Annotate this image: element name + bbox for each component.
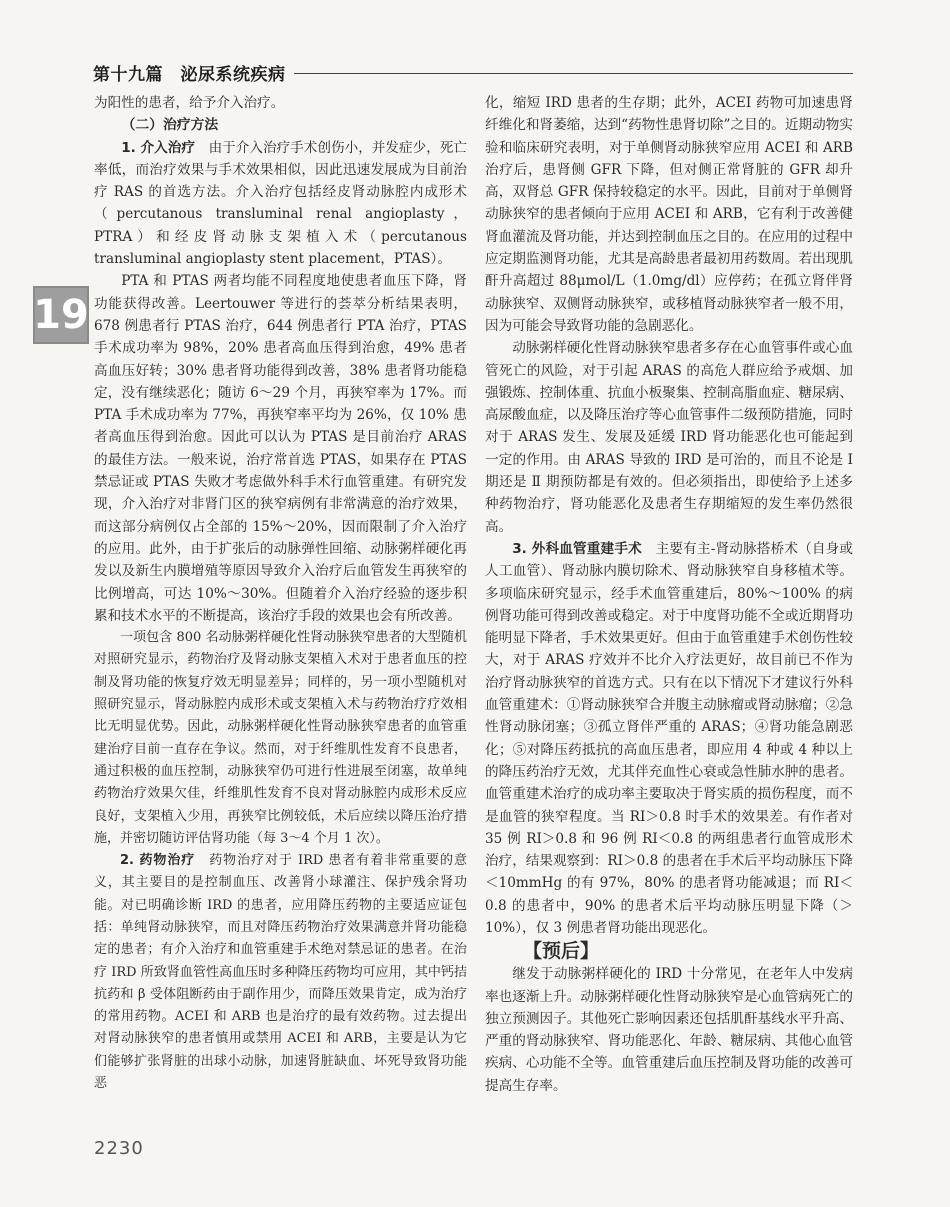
header-rule	[294, 73, 854, 74]
paragraph-text: 主要有主-肾动脉搭桥术（自身或人工血管）、肾动脉内膜切除术、肾动脉狭窄自身移植术等。多项临床研究显示，经手术血管重建后，80%～100% 的病例肾功能可得到改善或稳定。对于中度肾功能不全或近期肾功能明显下降者，手术效果更好。但由于血管重建手术创伤性较大，对于 ARAS 疗效并不比介入疗法更好，故目前已不作为治疗肾动脉狭窄的首选方式。只有在以下情况下才建议行外科血管重建术：①肾动脉狭窄合并腹主动脉瘤或肾动脉瘤；②急性肾动脉闭塞；③孤立肾伴严重的 ARAS；④肾功能急剧恶化；⑤对降压药抵抗的高血压患者，即应用 4 种或 4 种以上的降压药治疗无效，尤其伴充血性心衰或急性肺水肿的患者。血管重建术治疗的成功率主要取决于肾实质的损伤程度，而不是血管的狭窄程度。当 RI＞0.8 时手术的效果差。有作者对 35 例 RI＞0.8 和 96 例 RI＜0.8 的两组患者行血管成形术治疗，结果观察到：RI＞0.8 的患者在手术后平均动脉压下降＜10mmHg 的有 97%，80% 的患者肾功能减退；而 RI＜0.8 的患者中，90% 的患者术后平均动脉压明显下降（＞10%），仅 3 例患者肾功能出现恶化。	[485, 540, 854, 936]
chapter-tab	[33, 286, 89, 344]
paragraph: 继发于动脉粥样硬化的 IRD 十分常见，在老年人中发病率也逐渐上升。动脉粥样硬化性肾动脉狭窄是心血管病死亡的独立预测因子。其他死亡影响因素还包括肌酐基线水平升高、严重的肾动脉狭窄、肾功能恶化、年龄、糖尿病、其他心血管疾病、心功能不全等。血管重建后血压控制及肾功能的改善可提高生存率。	[485, 966, 853, 1094]
paragraph: 动脉粥样硬化性肾动脉狭窄患者多存在心血管事件或心血管死亡的风险，对于引起 ARAS 的高危人群应给予戒烟、加强锻炼、控制体重、抗血小板聚集、控制高脂血症、糖尿病、高尿酸血症，以及降压治疗等心血管事件二级预防措施，同时对于 ARAS 发生、发展及延缓 IRD 肾功能恶化也可能起到一定的作用。由 ARAS 导致的 IRD 是可治的，而且不论是 Ⅰ 期还是 Ⅱ 期预防都是有效的。但必须指出，即使给予上述多种药物治疗，肾功能恶化及患者生存期缩短的发生率仍然很高。	[485, 340, 853, 535]
run-in-heading: 2. 药物治疗	[120, 853, 196, 869]
run-in-heading: 3. 外科血管重建手术	[512, 540, 642, 557]
paragraph-interventional	[94, 137, 467, 271]
section-heading-prognosis: 【预后】	[523, 940, 600, 963]
right-column	[485, 92, 853, 1097]
paragraph: PTA 和 PTAS 两者均能不同程度地使患者血压下降，肾功能获得改善。Leertouwer 等进行的荟萃分析结果表明，678 例患者行 PTAS 治疗，644 例患者行 PTA 治疗，PTAS 手术成功率为 98%，20% 患者高血压得到治愈，49% 患者高血压好转；30% 患者肾功能得到改善，38% 患者肾功能稳定，没有继续恶化；随访 6～29 个月，再狭窄率为 17%。而 PTA 手术成功率为 77%，再狭窄率平均为 26%，仅 10% 患者高血压得到治愈。因此可以认为 PTAS 是目前治疗 ARAS 的最佳方法。一般来说，治疗常首选 PTAS，如果存在 PTAS 禁忌证或 PTAS 失败才考虑做外科手术行血管重建。有研究发现，介入治疗对非肾门区的狭窄病例有非常满意的治疗效果，而这部分病例仅占全部的 15%～20%，因而限制了介入治疗的应用。此外，由于扩张后的动脉弹性回缩、动脉粥样硬化再发以及新生内膜增殖等原因导致介入治疗后血管发生再狭窄的比例增高，可达 10%～30%。但随着介入治疗经验的逐步积累和技术水平的不断提高，该治疗手段的效果也会有所改善。	[94, 273, 467, 624]
chapter-tab-number: 19	[33, 292, 89, 338]
paragraph-text: 由于介入治疗手术创伤小，并发症少，死亡率低，而治疗效果与手术效果相似，因此迅速发展成为目前治疗 RAS 的首选方法。介入治疗包括经皮肾动脉腔内成形术（percutanous transluminal renal angioplasty，PTRA）和经皮肾动脉支架植入术（percutanous transluminal angioplasty stent placement，PTAS）。	[94, 139, 468, 268]
paragraph: 一项包含 800 名动脉粥样硬化性肾动脉狭窄患者的大型随机对照研究显示，药物治疗及肾动脉支架植入术对于患者血压的控制及肾功能的恢复疗效无明显差异；同样的，另一项小型随机对照研究显示，肾动脉腔内成形术或支架植入术与药物治疗疗效相比无明显优势。因此，动脉粥样硬化性肾动脉狭窄患者的血管重建治疗目前一直存在争议。然而，对于纤维肌性发育不良患者，通过积极的血压控制，动脉狭窄仍可进行性进展至闭塞，故单纯药物治疗效果欠佳，纤维肌性发育不良对肾动脉腔内成形术反应良好，支架植入少用，再狭窄比例较低，术后应续以降压治疗措施，并密切随访评估肾功能（每 3～4 个月 1 次）。	[94, 630, 467, 846]
chapter-title: 第十九篇 泌尿系统疾病	[93, 64, 286, 85]
paragraph-drug-therapy	[94, 850, 467, 1095]
running-header	[93, 60, 853, 84]
paragraph: 化，缩短 IRD 患者的生存期；此外，ACEI 药物可加速患肾纤维化和肾萎缩，达到“药物性患肾切除”之目的。近期动物实验和临床研究表明，对于单侧肾动脉狭窄应用 ACEI 和 ARB 治疗后，患肾侧 GFR 下降，但对侧正常肾脏的 GFR 却升高，双肾总 GFR 保持较稳定的水平。因此，目前对于单侧肾动脉狭窄的患者倾向于应用 ACEI 和 ARB，它有利于改善健肾血灌流及肾功能，并达到控制血压之目的。在应用的过程中应定期监测肾功能，尤其是高龄患者最初用药数周。若出现肌酐升高超过 88μmol/L（1.0mg/dl）应停药；在孤立肾伴肾动脉狭窄、双侧肾动脉狭窄，或移植肾动脉狭窄者一般不用，因为可能会导致肾功能的急剧恶化。	[485, 95, 853, 334]
subheading-treatment: （二）治疗方法	[121, 117, 219, 134]
run-in-heading: 1. 介入治疗	[121, 139, 195, 156]
page-number: 2230	[94, 1138, 144, 1159]
paragraph: 为阳性的患者，给予介入治疗。	[94, 95, 285, 111]
paragraph-surgery	[485, 538, 853, 939]
paragraph-text: 药物治疗对于 IRD 患者有着非常重要的意义，其主要目的是控制血压、改善肾小球灌注、保护残余肾功能。对已明确诊断 IRD 的患者，应用降压药物的主要适应证包括：单纯肾动脉狭窄，而且对降压药物治疗效果满意并肾功能稳定的患者；有介入治疗和血管重建手术绝对禁忌证的患者。在治疗 IRD 所致肾血管性高血压时多种降压药物均可应用，其中钙拮抗药和 β 受体阻断药由于副作用少，而降压效果肯定，成为治疗的常用药物。ACEI 和 ARB 也是治疗的最有效药物。过去提出对肾动脉狭窄的患者慎用或禁用 ACEI 和 ARB，主要是认为它们能够扩张肾脏的出球小动脉，加速肾脏缺血、坏死导致肾功能恶	[94, 853, 467, 1092]
left-column	[94, 92, 467, 1095]
